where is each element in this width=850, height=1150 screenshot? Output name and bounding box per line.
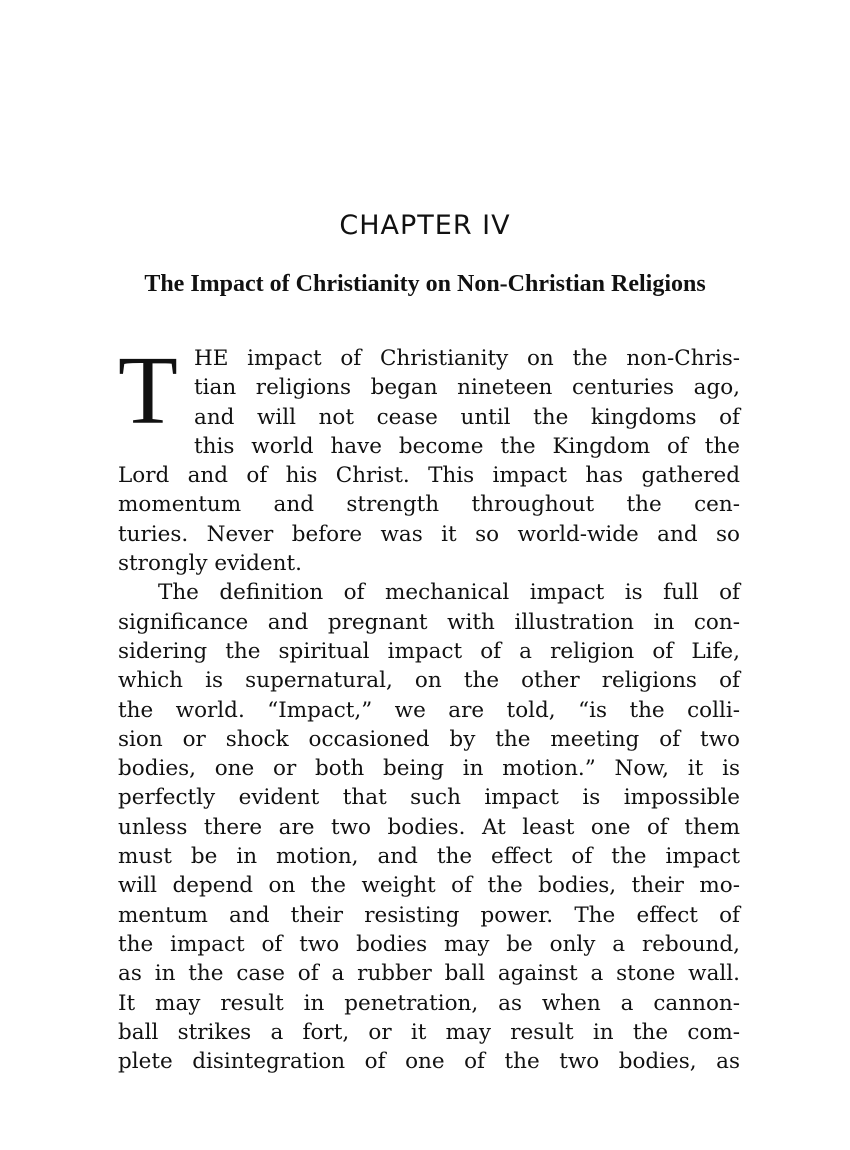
text-line: ball strikes a fort, or it may result in the com- bbox=[118, 1019, 740, 1045]
text-line: sion or shock occasioned by the meeting of two bbox=[118, 726, 740, 752]
chapter-heading: CHAPTER IV bbox=[339, 210, 511, 241]
text-line: perfectly evident that such impact is impossible bbox=[118, 785, 740, 811]
text-line: bodies, one or both being in motion.” Now, it is bbox=[118, 756, 740, 782]
text-line: the world. “Impact,” we are told, “is the colli- bbox=[118, 697, 740, 723]
paragraph-1 bbox=[118, 337, 740, 578]
text-line: and will not cease until the kingdoms of bbox=[194, 404, 740, 430]
drop-cap: T bbox=[118, 337, 178, 445]
text-line: which is supernatural, on the other religions of bbox=[118, 668, 740, 694]
text-line: tian religions began nineteen centuries ago, bbox=[194, 375, 740, 401]
text-line: momentum and strength throughout the cen- bbox=[118, 492, 740, 518]
chapter-title: The Impact of Christianity on Non-Christian Religions bbox=[144, 271, 706, 297]
text-line: sidering the spiritual impact of a religion of Life, bbox=[118, 638, 740, 664]
text-line: the impact of two bodies may be only a rebound, bbox=[118, 931, 740, 957]
text-line: significance and pregnant with illustration in con- bbox=[118, 609, 740, 635]
text-line: The definition of mechanical impact is full of bbox=[158, 580, 740, 606]
text-line: must be in motion, and the effect of the impact bbox=[118, 844, 740, 870]
text-line: this world have become the Kingdom of the bbox=[194, 433, 740, 459]
text-line: turies. Never before was it so world-wide and so bbox=[118, 521, 740, 547]
text-line: It may result in penetration, as when a cannon- bbox=[118, 990, 740, 1016]
paragraph-2 bbox=[118, 578, 740, 1076]
text-line: mentum and their resisting power. The effect of bbox=[118, 902, 740, 928]
body-text bbox=[118, 337, 740, 1076]
text-line: plete disintegration of one of the two bodies, as bbox=[118, 1049, 740, 1075]
text-line: will depend on the weight of the bodies, their mo- bbox=[118, 873, 740, 899]
text-line: as in the case of a rubber ball against a stone wall. bbox=[118, 961, 740, 987]
text-line: strongly evident. bbox=[118, 551, 302, 577]
text-line: Lord and of his Christ. This impact has gathered bbox=[118, 463, 740, 489]
text-line: unless there are two bodies. At least one of them bbox=[118, 814, 740, 840]
text-line: HE impact of Christianity on the non-Chris- bbox=[194, 346, 740, 371]
